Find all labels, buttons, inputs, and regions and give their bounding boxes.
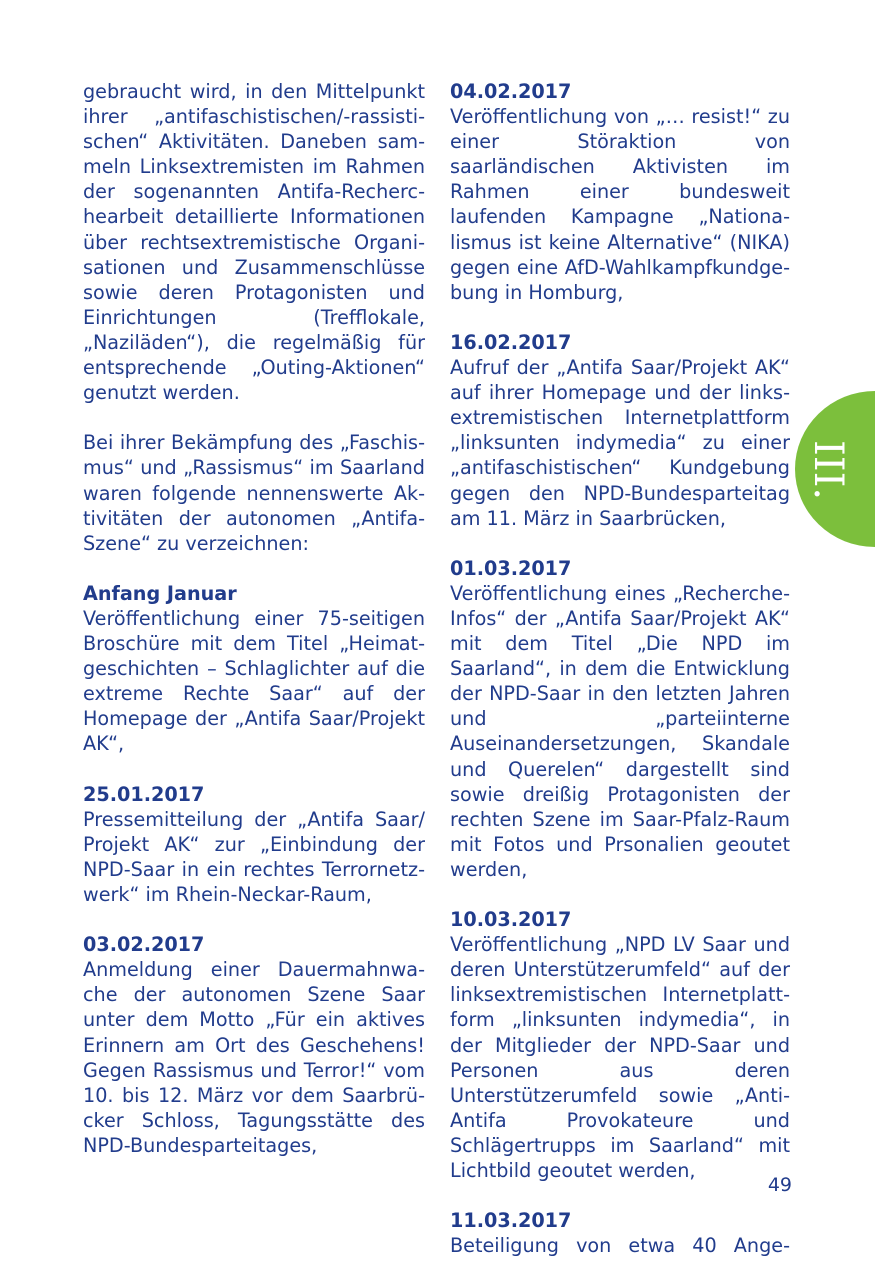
entry-date: 11.03.2017 [450,1209,572,1233]
list-item [83,782,425,907]
list-item [83,581,425,757]
list-item [450,330,790,531]
entry-date: Anfang Januar [83,581,237,605]
entry-text: Veröffentlichung einer 75-seitigen Broschüre mit dem Titel „Heimatgeschichten – Schlaglichter auf die extreme Rechte Saar“ auf der Homepage der „Antifa Saar/Projekt AK“, [83,606,425,756]
entry-date: 16.02.2017 [450,330,572,354]
list-item [450,907,790,1183]
entry-text: Aufruf der „Antifa Saar/Projekt AK“ auf ihrer Homepage und der linksextremistischen Internetplattform „linksunten indymedia“ zu einer „antifaschistischen“ Kundgebung gegen den NPD-Bundesparteitag am 11. März in Saarbrücken, [450,356,790,530]
list-item [450,1208,790,1258]
intro-paragraph: gebraucht wird, in den Mittelpunkt ihrer „antifaschistischen/-rassistischen“ Aktivitäten. Daneben sammeln Linksextremisten im Rahmen der sogenannten Antifa-Recherchearbeit detaillierte Informationen über rechtsextremistische Organisationen und Zusammenschlüsse sowie deren Protagonisten und Einrichtungen (Trefflokale, „Naziläden“), die regelmäßig für entsprechende „Outing-Aktionen“ genutzt werden. [83,80,425,405]
second-paragraph-block [83,430,425,555]
left-column [83,79,425,1183]
right-column [450,79,790,1284]
entry-date: 01.03.2017 [450,556,572,580]
entry-text: Veröffentlichung „NPD LV Saar und deren Unterstützerumfeld“ auf der linksextremistischen Internetplattform „linksunten indymedia“, in der Mitglieder der NPD-Saar und Personen aus deren Unterstützerumfeld sowie „Anti-Antifa Provokateure und Schlägertrupps im Saarland“ mit Lichtbild geoutet werden, [450,933,790,1183]
intro-paragraph-block [83,79,425,405]
second-paragraph: Bei ihrer Bekämpfung des „Faschismus“ und „Rassismus“ im Saarland waren folgende nennenswerte Aktivitäten der autonomen „Antifa-Szene“ zu verzeichnen: [83,431,425,555]
entry-date: 10.03.2017 [450,908,572,932]
entry-date: 25.01.2017 [83,782,205,806]
entry-text: Veröffentlichung von „… resist!“ zu einer Störaktion von saarländischen Aktivisten im Rahmen einer bundesweit laufenden Kampagne „Nationalismus ist keine Alternative“ (NIKA) gegen eine AfD-Wahlkampfkundgebung in Homburg, [450,105,790,304]
entry-text: Beteiligung von etwa 40 Ange- [450,1234,790,1258]
list-item [450,556,790,882]
entry-date: 03.02.2017 [83,933,205,957]
chapter-tab-label: III. [805,439,851,501]
list-item [83,932,425,1158]
entry-text: Anmeldung einer Dauermahnwache der autonomen Szene Saar unter dem Motto „Für ein aktives Erinnern am Ort des Geschehens! Gegen Rassismus und Terror!“ vom 10. bis 12. März vor dem Saarbrücker Schloss, Tagungsstätte des NPD-Bundesparteitages, [83,958,425,1157]
list-item [450,79,790,305]
entry-date: 04.02.2017 [450,80,572,103]
page-number: 49 [767,1174,792,1196]
entry-text: Pressemitteilung der „Antifa Saar/ Projekt AK“ zur „Einbindung der NPD-Saar in ein rechtes Terrornetzwerk“ im Rhein-Neckar-Raum, [83,807,425,906]
entry-text: Veröffentlichung eines „Recherche-Infos“ der „Antifa Saar/Projekt AK“ mit dem Titel „Die NPD im Saarland“, in dem die Entwicklung der NPD-Saar in den letzten Jahren und „parteiinterne Auseinandersetzungen, Skandale und Querelen“ dargestellt sind sowie dreißig Protagonisten der rechten Szene im Saar-Pfalz-Raum mit Fotos und Prsonalien geoutet werden, [450,581,790,881]
